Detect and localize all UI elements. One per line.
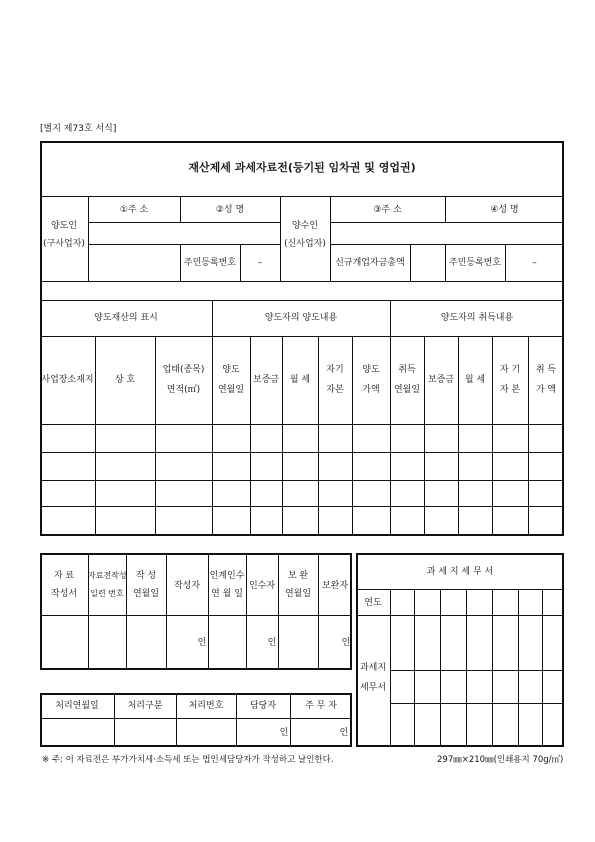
seal-receiver: 인: [267, 638, 277, 648]
process-category: 처리구분: [127, 701, 163, 711]
col-transfer-price: 양도: [362, 365, 380, 375]
process-date: 처리연월일: [55, 701, 99, 711]
transferor-label: 양도인: [50, 221, 78, 231]
transferor-rrn-label: 주민등록번호: [183, 258, 237, 268]
record-source-office-2: 작성서: [50, 589, 78, 599]
col-business-type: 업태(종목): [162, 365, 205, 375]
seal-supplementer: 인: [341, 638, 351, 648]
group-acquisition-details: 양도자의 취득내용: [440, 313, 514, 323]
record-receiver: 인수자: [248, 581, 276, 591]
tax-office-label: 과세지: [359, 663, 387, 673]
new-capital-label: 신규개업자금총액: [335, 258, 405, 268]
record-serial-number-2: 일련 번호: [90, 589, 124, 598]
transferee-rrn-dash: –: [532, 258, 537, 268]
col-deposit-2: 보증금: [427, 375, 455, 385]
record-supplement-date: 보 완: [287, 571, 309, 581]
col-deposit: 보증금: [252, 375, 280, 385]
record-written-date-2: 연월일: [132, 589, 160, 599]
col-monthly-rent-2: 월 세: [464, 375, 486, 385]
col-area: 면적(㎡): [166, 385, 201, 395]
process-officer: 담당자: [249, 701, 277, 711]
record-source-office: 자 료: [53, 571, 75, 581]
col-monthly-rent: 월 세: [289, 375, 311, 385]
seal-writer: 인: [197, 638, 207, 648]
record-serial-number: 자료전작성: [88, 571, 127, 580]
col-own-capital-2: 자본: [326, 385, 344, 395]
transferee-name-header: ④성 명: [490, 205, 519, 215]
transferee-sublabel: (신사업자): [284, 239, 326, 249]
record-handover-date-2: 연 월 일: [211, 589, 243, 599]
form-main-frame: [40, 141, 564, 536]
col-location: 사업장소재지: [41, 375, 94, 385]
transferee-rrn-label: 주민등록번호: [448, 258, 502, 268]
form-id: [별지 제73호 서식]: [40, 124, 117, 134]
tax-office-table: [356, 553, 564, 747]
process-supervisor: 주 무 자: [305, 701, 337, 711]
record-supplementer: 보완자: [321, 581, 349, 591]
seal-supervisor: 인: [339, 728, 349, 738]
col-own-capital-b-2: 자 본: [499, 385, 521, 395]
tax-office-year-label: 연도: [364, 598, 382, 608]
transferor-name-header: ②성 명: [215, 205, 245, 215]
col-trade-name: 상 호: [114, 375, 136, 385]
col-acquisition-date-2: 연월일: [393, 385, 421, 395]
col-own-capital: 자기: [326, 365, 344, 375]
form-title: 재산제세 과세자료전(등기된 임차권 및 영업권): [188, 161, 416, 174]
col-own-capital-b: 자 기: [499, 365, 521, 375]
paper-spec: 297㎜×210㎜(인쇄용지 70g/㎡): [437, 755, 564, 765]
transferor-sublabel: (구사업자): [43, 239, 85, 249]
record-writer: 작성자: [173, 581, 201, 591]
process-number: 처리번호: [188, 701, 224, 711]
group-transfer-details: 양도자의 양도내용: [264, 313, 338, 323]
transferee-label: 양수인: [291, 221, 319, 231]
record-written-date: 작 성: [135, 571, 157, 581]
record-handover-date: 인계인수: [209, 571, 245, 581]
record-supplement-date-2: 연월일: [284, 589, 312, 599]
tax-office-label-2: 세무서: [359, 683, 387, 693]
footer-note: ※ 주: 이 자료전은 부가가치세·소득세 또는 법인세담당자가 작성하고 날인한다.: [42, 755, 334, 765]
col-acquisition-price: 취 득: [535, 365, 557, 375]
tax-office-title: 과 세 지 세 무 서: [426, 567, 494, 577]
col-transfer-price-2: 가액: [362, 385, 380, 395]
col-acquisition-price-2: 가 액: [535, 385, 557, 395]
group-transferred-property: 양도재산의 표시: [94, 313, 158, 323]
transferor-rrn-dash: –: [257, 258, 263, 268]
transferor-address-header: ①주 소: [119, 205, 149, 215]
transferee-address-header: ③주 소: [373, 205, 402, 215]
col-acquisition-date: 취득: [398, 365, 416, 375]
col-transfer-date: 양도: [222, 365, 240, 375]
seal-officer: 인: [279, 728, 289, 738]
col-transfer-date-2: 연월일: [217, 385, 245, 395]
